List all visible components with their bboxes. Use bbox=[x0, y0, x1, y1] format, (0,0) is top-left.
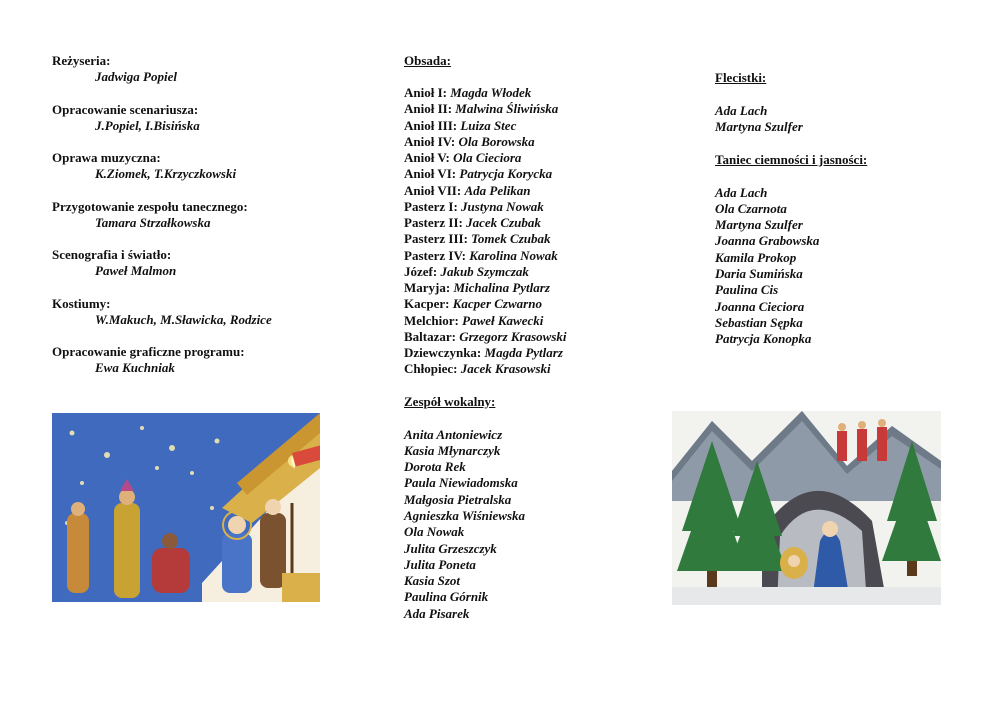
crew-value: K.Ziomek, T.Krzyczkowski bbox=[95, 166, 237, 181]
vocal-member: Paulina Górnik bbox=[404, 589, 489, 605]
vocal-member: Julita Poneta bbox=[404, 556, 476, 572]
crew-dance bbox=[52, 199, 352, 248]
cast-row: Pasterz II: Jacek Czubak bbox=[404, 215, 541, 230]
vocal-member: Dorota Rek bbox=[404, 459, 466, 475]
crew-column bbox=[52, 53, 352, 393]
cast-row: Pasterz I: Justyna Nowak bbox=[404, 198, 544, 214]
dance-heading: Taniec ciemności i jasności: bbox=[715, 151, 868, 167]
cast-row: Melchior: Paweł Kawecki bbox=[404, 312, 544, 328]
crew-director bbox=[52, 53, 352, 102]
vocal-member: Kasia Młynarczyk bbox=[404, 442, 501, 458]
crew-label: Reżyseria: bbox=[52, 53, 111, 68]
vocal-member: Małgosia Pietralska bbox=[404, 491, 512, 507]
vocal-member: Agnieszka Wiśniewska bbox=[404, 507, 526, 523]
cast-row: Baltazar: Grzegorz Krasowski bbox=[404, 328, 567, 344]
dance-member: Paulina Cis bbox=[715, 282, 779, 298]
cast-row: Anioł VII: Ada Pelikan bbox=[404, 182, 531, 198]
nativity-magi-drawing bbox=[52, 413, 320, 602]
crew-value: Tamara Strzałkowska bbox=[95, 214, 211, 230]
cast-row: Pasterz IV: Karolina Nowak bbox=[404, 247, 558, 263]
flute-member: Martyna Szulfer bbox=[715, 119, 803, 135]
crew-label: Scenografia i światło: bbox=[52, 247, 172, 262]
crew-value: J.Popiel, I.Bisińska bbox=[95, 117, 200, 133]
vocal-member: Julita Grzeszczyk bbox=[404, 540, 497, 556]
crew-label: Kostiumy: bbox=[52, 295, 111, 311]
cast-heading: Obsada: bbox=[404, 53, 451, 68]
dance-list bbox=[715, 185, 945, 348]
vocal-member: Ola Nowak bbox=[404, 524, 465, 540]
cast-row: Dziewczynka: Magda Pytlarz bbox=[404, 345, 563, 360]
cast-row: Pasterz III: Tomek Czubak bbox=[404, 231, 551, 247]
dance-member: Daria Sumińska bbox=[715, 266, 803, 282]
crew-label: Przygotowanie zespołu tanecznego: bbox=[52, 198, 248, 214]
cast-row: Anioł II: Malwina Śliwińska bbox=[404, 101, 559, 117]
dance-member: Martyna Szulfer bbox=[715, 217, 803, 233]
cast-row: Józef: Jakub Szymczak bbox=[404, 263, 529, 279]
dance-member: Ada Lach bbox=[715, 184, 768, 200]
crew-label: Oprawa muzyczna: bbox=[52, 150, 161, 165]
flute-member: Ada Lach bbox=[715, 103, 768, 118]
crew-value: Paweł Malmon bbox=[95, 263, 177, 278]
cast-row: Anioł III: Luiza Stec bbox=[404, 117, 517, 133]
crew-value: W.Makuch, M.Sławicka, Rodzice bbox=[95, 311, 272, 327]
crew-scenography bbox=[52, 247, 352, 296]
crew-label: Opracowanie graficzne programu: bbox=[52, 344, 245, 359]
crew-label: Opracowanie scenariusza: bbox=[52, 101, 199, 117]
vocal-member: Anita Antoniewicz bbox=[404, 426, 503, 442]
cast-column bbox=[404, 53, 674, 622]
nativity-winter-drawing bbox=[672, 411, 941, 605]
vocal-member: Ada Pisarek bbox=[404, 605, 470, 621]
cast-row: Anioł VI: Patrycja Korycka bbox=[404, 166, 553, 182]
cast-list bbox=[404, 85, 674, 378]
dance-member: Sebastian Sępka bbox=[715, 314, 803, 330]
crew-value: Ewa Kuchniak bbox=[95, 360, 175, 375]
vocal-heading: Zespół wokalny: bbox=[404, 393, 496, 409]
vocal-member: Kasia Szot bbox=[404, 573, 460, 589]
vocal-list bbox=[404, 427, 674, 623]
dance-member: Joanna Cieciora bbox=[715, 298, 805, 314]
flutes-heading: Flecistki: bbox=[715, 70, 767, 85]
crew-music bbox=[52, 150, 352, 199]
cast-row: Anioł V: Ola Cieciora bbox=[404, 150, 522, 165]
crew-script bbox=[52, 102, 352, 151]
cast-row: Maryja: Michalina Pytlarz bbox=[404, 280, 550, 295]
cast-row: Chłopiec: Jacek Krasowski bbox=[404, 361, 551, 377]
crew-costumes bbox=[52, 296, 352, 345]
cast-row: Kacper: Kacper Czwarno bbox=[404, 296, 542, 312]
crew-graphics bbox=[52, 344, 352, 393]
crew-value: Jadwiga Popiel bbox=[95, 69, 177, 84]
cast-row: Anioł I: Magda Włodek bbox=[404, 85, 532, 100]
music-dance-column bbox=[715, 70, 945, 348]
vocal-member: Paula Niewiadomska bbox=[404, 475, 518, 491]
dance-member: Patrycja Konopka bbox=[715, 331, 812, 347]
dance-member: Kamila Prokop bbox=[715, 249, 797, 265]
cast-row: Anioł IV: Ola Borowska bbox=[404, 133, 535, 149]
dance-member: Joanna Grabowska bbox=[715, 233, 820, 249]
dance-member: Ola Czarnota bbox=[715, 200, 787, 216]
